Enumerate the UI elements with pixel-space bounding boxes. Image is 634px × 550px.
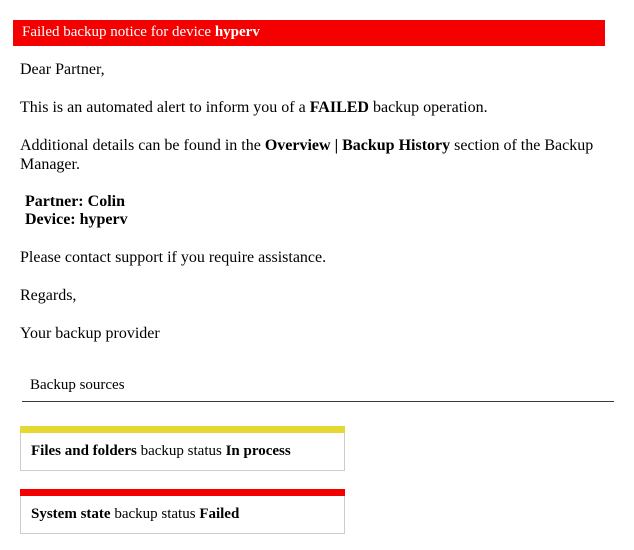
signature-text: Your backup provider (20, 325, 160, 342)
device-line: Device: hyperv (25, 211, 128, 228)
backup-source-text (20, 496, 345, 534)
alert-banner (13, 20, 605, 46)
support-text: Please contact support if you require assistance. (20, 249, 327, 266)
alert-text-prefix: This is an automated alert to inform you of a (20, 99, 310, 116)
source-name: System state (31, 506, 111, 522)
source-status: In process (225, 443, 291, 459)
details-text-prefix: Additional details can be found in the (20, 137, 265, 154)
alert-text (20, 98, 594, 117)
details-text-suffix: section of the Backup Manager. (20, 137, 594, 173)
source-name: Files and folders (31, 443, 137, 459)
regards-text: Regards, (20, 287, 77, 304)
backup-sources-heading-label: Backup sources (30, 377, 125, 393)
greeting-text: Dear Partner, (20, 61, 105, 78)
email-content (0, 60, 634, 343)
source-status-middle: backup status (110, 506, 200, 522)
alert-text-suffix: backup operation. (368, 99, 488, 116)
source-status-middle: backup status (136, 443, 226, 459)
backup-sources-heading (22, 377, 614, 402)
source-status: Failed (199, 506, 240, 522)
banner-device-name: hyperv (214, 24, 260, 40)
banner-text: Failed backup notice for device (22, 24, 215, 40)
status-color-bar (20, 426, 345, 433)
backup-source-card (20, 426, 345, 471)
status-color-bar (20, 489, 345, 496)
details-text (20, 136, 594, 174)
backup-source-text (20, 433, 345, 471)
backup-source-card (20, 489, 345, 534)
partner-line: Partner: Colin (25, 193, 125, 210)
alert-status-word: FAILED (309, 99, 369, 116)
partner-device-block (20, 193, 594, 229)
details-section-name: Overview | Backup History (264, 137, 451, 154)
